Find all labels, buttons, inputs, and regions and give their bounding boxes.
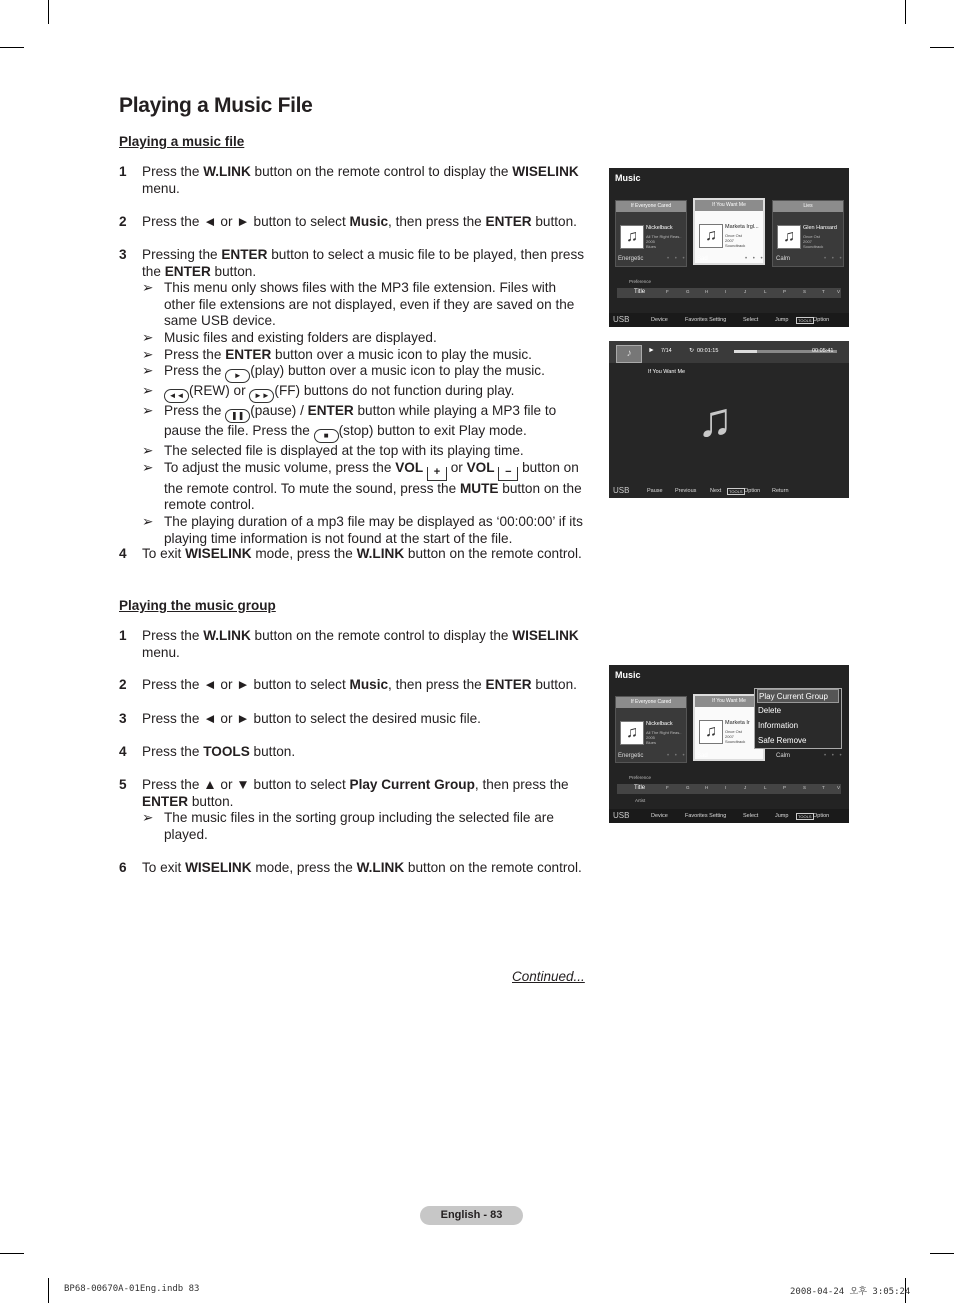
music-note-icon: ♫	[697, 394, 733, 447]
music-card-selected[interactable]: If You Want Me ♫ Marketa Ir Once Ost 2007 Soundtrack	[693, 694, 765, 761]
step-3: 3 Pressing the ENTER button to select a music file to be played, then press the ENTER button. ➢ This menu only shows files with the MP3 file extension. Files with other file extensions are not displayed, even if they are saved on the same USB device. ➢ Music files and existing folders are displayed. ➢ Press the ENTER button over a music icon to play the music. ➢ Press the ► (play) button over a music icon to play the music. ➢ ◄◄ (REW) or ►► (FF) buttons do not function during play. ➢ Press the ❚❚ (pause) / ENTER button while playing a MP3 file to pause the file. Press the ■ (stop) button to exit Play mode. ➢ The selected file is displayed at the top with its playing time. ➢ To adjust the music volume, press the VOL + or VOL − button on the remote control. To mute the sound, press the MUTE button on the remote control. ➢ The playing duration of a mp3 file may be displayed as ‘00:00:00’ if its playing time information is not found at the start of the file.	[119, 247, 589, 547]
note: ➢ This menu only shows files with the MP3 file extension. Files with other file extensions are not displayed, even if they are saved on the same USB device.	[142, 280, 575, 329]
mood-label: Calm	[776, 256, 791, 262]
note: ➢ To adjust the music volume, press the VOL + or VOL − button on the remote control. To mute the sound, press the MUTE button on the remote control.	[142, 459, 582, 513]
rating-dots: • • •	[745, 256, 765, 262]
repeat-icon: ↻	[689, 348, 695, 354]
arrow-icon: ➢	[142, 346, 154, 362]
arrow-icon: ➢	[142, 443, 154, 459]
total-time: 00:05:41	[812, 348, 834, 354]
music-card-selected[interactable]: If You Want Me ♫ Marketa Irgl... Once Ost 2007 Soundtrack	[693, 198, 765, 265]
music-card[interactable]: If Everyone Cared ♫ Nickelback All The Right Reas.. 2005 Blues	[615, 696, 687, 763]
menu-item-safe-remove[interactable]: Safe Remove	[758, 736, 807, 745]
mood-label: Sad	[697, 753, 708, 759]
artist-label: Artist	[635, 798, 646, 803]
rating-dots: • • •	[824, 256, 844, 262]
crop-mark	[930, 47, 954, 48]
play-icon: ►	[648, 347, 655, 354]
mood-label: Sad	[697, 256, 708, 262]
note: ➢ Press the ENTER button over a music icon to play the music.	[142, 346, 532, 362]
group-step-3: 3 Press the ◄ or ► button to select the desired music file.	[119, 711, 481, 726]
menu-item-delete[interactable]: Delete	[758, 706, 782, 715]
note: ➢ Press the ► (play) button over a music icon to play the music.	[142, 363, 589, 383]
note: ➢ ◄◄ (REW) or ►► (FF) buttons do not function during play.	[142, 383, 589, 403]
arrow-icon: ➢	[142, 383, 154, 399]
status-bar: USB Device Favorites Setting Select Jump TOOLS Option	[609, 809, 849, 823]
tools-menu	[754, 688, 842, 749]
note: ➢ The music files in the sorting group including the selected file are played.	[142, 810, 554, 842]
preference-label: Preference	[629, 775, 652, 780]
music-note-icon: ♫	[699, 224, 723, 248]
step-2: 2 Press the ◄ or ► button to select Music, then press the ENTER button.	[119, 214, 577, 229]
album-art-icon: ♪	[616, 345, 642, 363]
arrow-icon: ➢	[142, 810, 154, 826]
menu-item-play-current-group[interactable]: Play Current Group	[757, 689, 839, 703]
mood-label: Energetic	[618, 256, 644, 262]
note: ➢ Music files and existing folders are displayed.	[142, 329, 437, 345]
group-step-1: 1 Press the W.LINK button on the remote control to display the WISELINK menu.	[119, 628, 579, 660]
screen-label: Music	[615, 173, 641, 183]
music-card[interactable]: If Everyone Cared ♫ Nickelback All The Right Reas.. 2005 Blues	[615, 200, 687, 267]
music-card[interactable]: Lies ♫ Glen Hansard Once Ost 2007 Soundtrack	[772, 200, 844, 267]
group-step-6: 6 To exit WISELINK mode, press the W.LINK button on the remote control.	[119, 860, 582, 875]
track-counter: 7/14	[661, 348, 672, 354]
song-title: If You Want Me	[648, 369, 686, 375]
rating-dots: • • •	[824, 753, 844, 759]
elapsed-time: 00:01:15	[697, 348, 719, 354]
status-bar: USB Pause Previous Next TOOLS Option Return	[613, 486, 789, 495]
music-tools-screen	[609, 665, 849, 823]
footer-timestamp: 2008-04-24 오후 3:05:24	[790, 1287, 911, 1297]
arrow-icon: ➢	[142, 403, 154, 419]
vol-minus-icon: −	[498, 467, 518, 481]
group-step-5: 5 Press the ▲ or ▼ button to select Play Current Group, then press the ENTER button. ➢ The music files in the sorting group including the selected file are played.	[119, 777, 589, 843]
arrow-icon: ➢	[142, 363, 154, 379]
status-bar: USB Device Favorites Setting Select Jump TOOLS Option	[609, 313, 849, 327]
arrow-icon: ➢	[142, 329, 154, 345]
alphabet-bar[interactable]: Title F G H I J L P S T V	[617, 784, 841, 794]
page-number: English - 83	[420, 1206, 523, 1225]
fast-forward-button-icon: ►►	[249, 389, 274, 403]
mood-label: Energetic	[618, 753, 644, 759]
arrow-icon: ➢	[142, 280, 154, 296]
step-1: 1 Press the W.LINK button on the remote control to display the WISELINK menu.	[119, 164, 579, 196]
music-note-icon: ♫	[777, 225, 801, 249]
music-note-icon: ♫	[620, 721, 644, 745]
pause-button-icon: ❚❚	[225, 409, 250, 423]
menu-item-information[interactable]: Information	[758, 721, 799, 730]
music-note-icon: ♫	[620, 225, 644, 249]
rewind-button-icon: ◄◄	[164, 389, 189, 403]
step-4: 4 To exit WISELINK mode, press the W.LINK button on the remote control.	[119, 546, 582, 561]
preference-label: Preference	[629, 279, 652, 284]
play-button-icon: ►	[225, 369, 250, 383]
alphabet-bar[interactable]: Title F G H I J L P S T V	[617, 288, 841, 298]
crop-mark	[48, 0, 49, 24]
music-browser-screen	[609, 168, 849, 327]
progress-fill	[734, 350, 757, 353]
section-title-playing-file: Playing a music file	[119, 134, 245, 149]
crop-mark	[48, 1278, 49, 1303]
page-title: Playing a Music File	[119, 94, 313, 117]
stop-button-icon: ■	[314, 429, 339, 443]
continued-label: Continued...	[512, 969, 585, 984]
rating-dots: • • •	[667, 753, 687, 759]
crop-mark	[930, 1253, 954, 1254]
music-player-screen	[609, 341, 849, 498]
note: ➢ Press the ❚❚ (pause) / ENTER button while playing a MP3 file to pause the file. Press the ■ (stop) button to exit Play mode.	[142, 403, 589, 443]
rating-dots: • • •	[667, 256, 687, 262]
note: ➢ The playing duration of a mp3 file may be displayed as ‘00:00:00’ if its playing time information is not found at the start of the file.	[142, 513, 583, 546]
mood-label: Calm	[776, 753, 791, 759]
vol-plus-icon: +	[427, 467, 447, 481]
crop-mark	[0, 1253, 24, 1254]
note: ➢ The selected file is displayed at the top with its playing time.	[142, 443, 524, 459]
crop-mark	[905, 0, 906, 24]
group-step-4: 4 Press the TOOLS button.	[119, 744, 296, 759]
footer-file-info: BP68-00670A-01Eng.indb 83	[64, 1284, 200, 1294]
music-note-icon: ♫	[699, 720, 723, 744]
group-step-2: 2 Press the ◄ or ► button to select Music, then press the ENTER button.	[119, 677, 577, 692]
section-title-music-group: Playing the music group	[119, 598, 276, 613]
crop-mark	[0, 47, 24, 48]
screen-label: Music	[615, 670, 641, 680]
arrow-icon: ➢	[142, 459, 154, 475]
arrow-icon: ➢	[142, 513, 154, 529]
